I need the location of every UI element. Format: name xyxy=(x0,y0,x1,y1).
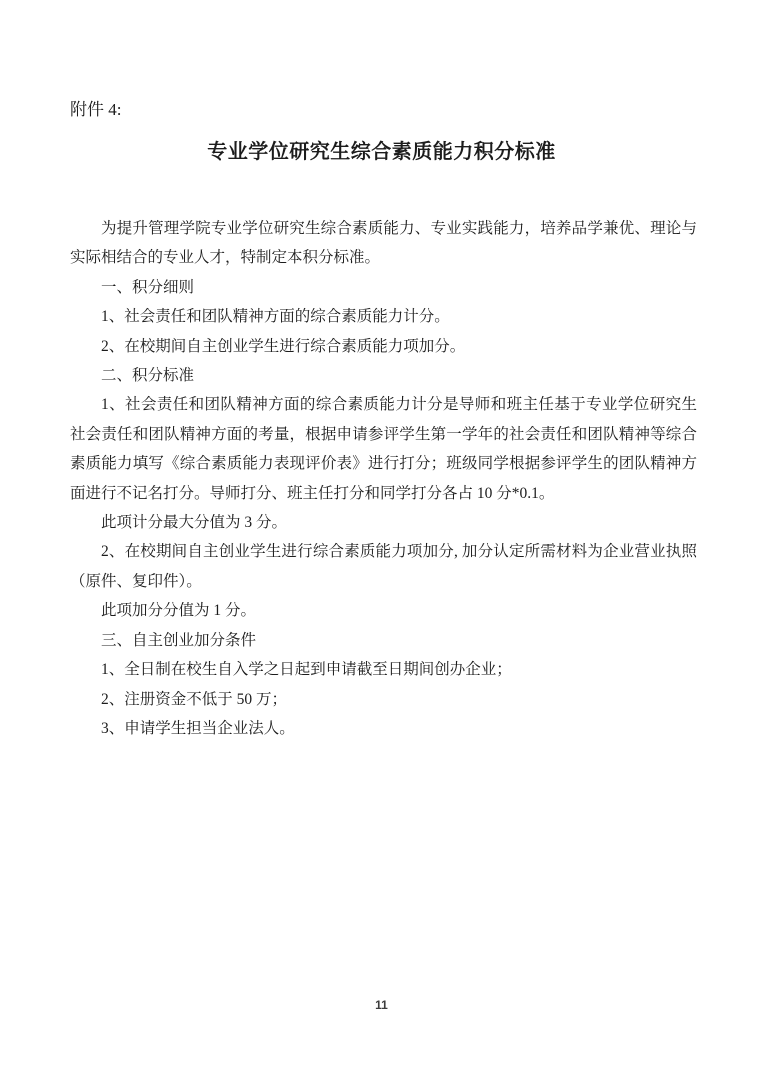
paragraph: 1、社会责任和团队精神方面的综合素质能力计分是导师和班主任基于专业学位研究生社会责任和团队精神方面的考量，根据申请参评学生第一学年的社会责任和团队精神等综合素质能力填写《综合素质能力表现评价表》进行打分；班级同学根据参评学生的团队精神方面进行不记名打分。导师打分、班主任打分和同学打分各占 10 分*0.1。 xyxy=(70,396,697,502)
list-item: 1、社会责任和团队精神方面的综合素质能力计分。 xyxy=(101,308,450,326)
list-item: 3、申请学生担当企业法人。 xyxy=(101,719,295,737)
page-title: 专业学位研究生综合素质能力积分标准 xyxy=(207,141,556,163)
list-item: 2、注册资金不低于 50 万； xyxy=(101,690,288,708)
paragraph: 此项计分最大分值为 3 分。 xyxy=(101,514,288,532)
section-heading-2: 二、积分标准 xyxy=(101,367,195,385)
intro-paragraph: 为提升管理学院专业学位研究生综合素质能力、专业实践能力，培养品学兼优、理论与实际相结合的专业人才，特制定本积分标准。 xyxy=(70,220,697,267)
list-item: 1、全日制在校生自入学之日起到申请截至日期间创办企业； xyxy=(101,661,512,679)
section-heading-3: 三、自主创业加分条件 xyxy=(101,631,257,649)
paragraph: 此项加分分值为 1 分。 xyxy=(101,602,257,620)
paragraph: 2、在校期间自主创业学生进行综合素质能力项加分, 加分认定所需材料为企业营业执照（原件、复印件）。 xyxy=(70,543,697,590)
list-item: 2、在校期间自主创业学生进行综合素质能力项加分。 xyxy=(101,337,466,355)
document-body xyxy=(70,214,697,743)
attachment-label: 附件 4: xyxy=(70,100,122,119)
page-number: 11 xyxy=(375,998,388,1012)
section-heading-1: 一、积分细则 xyxy=(101,278,195,296)
